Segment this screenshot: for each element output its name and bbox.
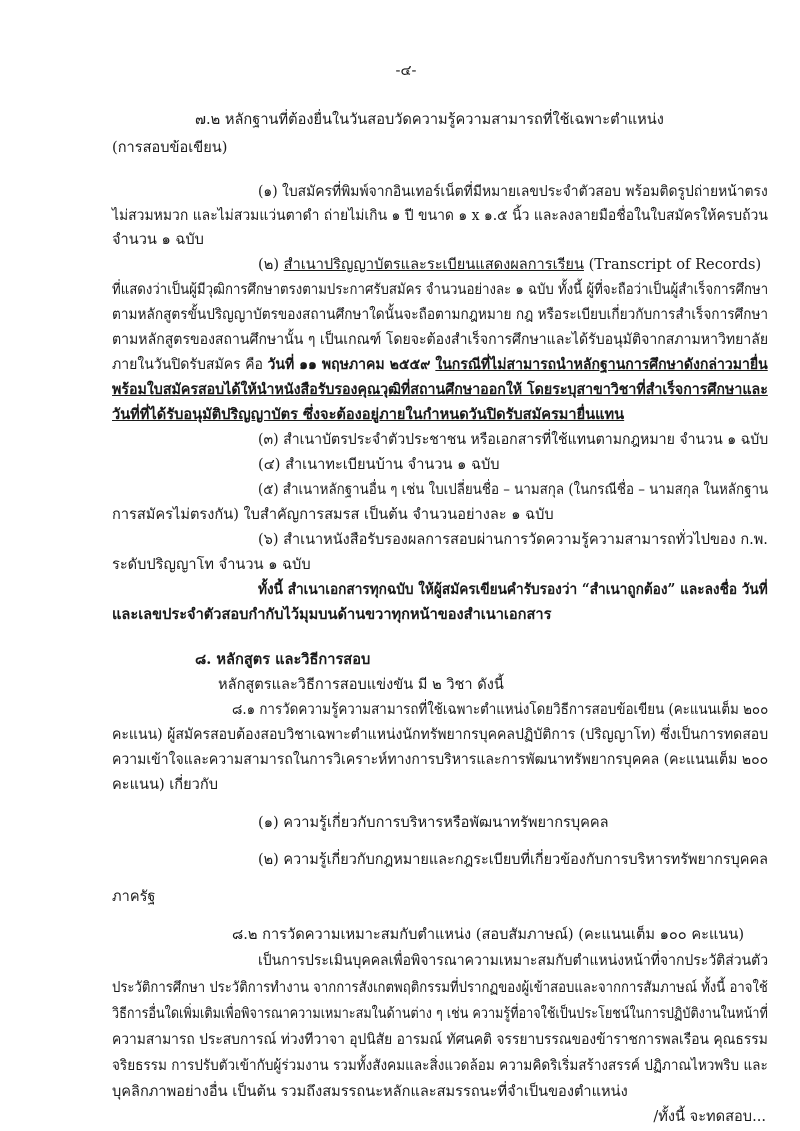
section-8-1-line-4: คะแนน) เกี่ยวกับ <box>112 776 218 793</box>
section-8-2-line-7: บุคลิกภาพอย่างอื่น เป็นต้น รวมถึงสมรรถนะหลักและสมรรถนะที่จำเป็นของตำแหน่ง <box>112 1083 628 1100</box>
item-2-line-1 <box>258 256 761 274</box>
item-2-deadline-date: วันที่ ๑๑ พฤษภาคม ๒๕๕๙ <box>267 356 436 373</box>
section-8-1-line-2: คะแนน) ผู้สมัครสอบต้องสอบวิชาเฉพาะตำแหน่งนักทรัพยากรบุคคลปฏิบัติการ (ปริญญาโท) ซึ่งเป็นการทดสอบ <box>112 726 769 743</box>
item-2-line-3: ตามหลักสูตรขั้นปริญญาบัตรของสถานศึกษาใดนั้นจะถือตามกฎหมาย กฎ หรือระเบียบเกี่ยวกับการสำเร็จการศึกษา <box>112 306 769 323</box>
section-8-2-line-3: ประวัติการศึกษา ประวัติการทำงาน จากการสังเกตพฤติกรรมที่ปรากฏของผู้เข้าสอบและจากการสัมภาษณ์ ทั้งนี้ อาจใช้ <box>112 979 768 996</box>
continuation-marker: /ทั้งนี้ จะทดสอบ... <box>653 1108 766 1125</box>
section-8-2-line-2: เป็นการประเมินบุคคลเพื่อพิจารณาความเหมาะสมกับตำแหน่งหน้าที่จากประวัติส่วนตัว <box>258 952 769 969</box>
page-number: -๔- <box>395 62 417 79</box>
item-2-line-5 <box>112 356 768 374</box>
item-2-line-2: ที่แสดงว่าเป็นผู้มีวุฒิการศึกษาตรงตามประกาศรับสมัคร จำนวนอย่างละ ๑ ฉบับ ทั้งนี้ ผู้ที่จะถือว่าเป็นผู้สำเร็จการศึกษา <box>112 281 769 298</box>
section-8-2-line-1: ๘.๒ การวัดความเหมาะสมกับตำแหน่ง (สอบสัมภาษณ์) (คะแนนเต็ม ๑๐๐ คะแนน) <box>232 926 745 943</box>
item-6-line-1: (๖) สำเนาหนังสือรับรองผลการสอบผ่านการวัดความรู้ความสามารถทั่วไปของ ก.พ. <box>258 531 768 548</box>
section-8-2-line-5: ความสามารถ ประสบการณ์ ท่วงทีวาจา อุปนิสัย อารมณ์ ทัศนคติ จรรยาบรรณของข้าราชการพลเรือน คุณธรรม <box>112 1031 768 1048</box>
section-8-2-line-4: วิธีการอื่นใดเพิ่มเติมเพื่อพิจารณาความเหมาะสมในด้านต่าง ๆ เช่น ความรู้ที่อาจใช้เป็นประโยชน์ในการปฏิบัติงานในหน้าที่ <box>112 1005 768 1022</box>
section-8-1-item-2: (๒) ความรู้เกี่ยวกับกฎหมายและกฎระเบียบที่เกี่ยวข้องกับการบริหารทรัพยากรบุคคล <box>258 851 768 868</box>
item-1-line-3: จำนวน ๑ ฉบับ <box>112 231 204 248</box>
certification-note-line-1: ทั้งนี้ สำเนาเอกสารทุกฉบับ ให้ผู้สมัครเขียนคำรับรองว่า “สำเนาถูกต้อง” และลงชื่อ วันที่ <box>258 581 768 598</box>
section-7-2-heading: ๗.๒ หลักฐานที่ต้องยื่นในวันสอบวัดความรู้ความสามารถที่ใช้เฉพาะตำแหน่ง <box>195 111 664 128</box>
section-7-2-subheading: (การสอบข้อเขียน) <box>112 139 228 156</box>
section-8-1-line-1: ๘.๑ การวัดความรู้ความสามารถที่ใช้เฉพาะตำแหน่งโดยวิธีการสอบข้อเขียน (คะแนนเต็ม ๒๐๐ <box>232 701 769 718</box>
section-8-1-item-1: (๑) ความรู้เกี่ยวกับการบริหารหรือพัฒนาทรัพยากรบุคคล <box>258 814 609 831</box>
item-2-underlined-title: สำเนาปริญญาบัตรและระเบียนแสดงผลการเรียน <box>283 256 584 273</box>
item-2-line-4: ตามหลักสูตรของสถานศึกษานั้น ๆ เป็นเกณฑ์ โดยจะต้องสำเร็จการศึกษาและได้รับอนุมัติจากสภามหาวิทยาลัย <box>112 331 769 348</box>
section-8-2-line-6: จริยธรรม การปรับตัวเข้ากับผู้ร่วมงาน รวมทั้งสังคมและสิ่งแวดล้อม ความคิดริเริ่มสร้างสรรค์ ปฏิภาณไหวพริบ และ <box>112 1057 768 1074</box>
item-2-deadline-prefix: ภายในวันปิดรับสมัคร คือ <box>112 356 268 373</box>
item-2-line-7: วันที่ที่ได้รับอนุมัติปริญญาบัตร ซึ่งจะต้องอยู่ภายในกำหนดวันปิดรับสมัครมายื่นแทน <box>112 406 625 423</box>
item-2-transcript-note: (Transcript of Records) <box>583 256 762 273</box>
item-4: (๔) สำเนาทะเบียนบ้าน จำนวน ๑ ฉบับ <box>258 456 500 473</box>
item-5-line-1: (๕) สำเนาหลักฐานอื่น ๆ เช่น ใบเปลี่ยนชื่อ – นามสกุล (ในกรณีชื่อ – นามสกุล ในหลักฐาน <box>258 481 769 498</box>
item-2-exception-start: ในกรณีที่ไม่สามารถนำหลักฐานการศึกษาดังกล่าวมายื่น <box>435 356 768 373</box>
item-6-line-2: ระดับปริญญาโท จำนวน ๑ ฉบับ <box>112 556 311 573</box>
item-1-line-2: ไม่สวมหมวก และไม่สวมแว่นตาดำ ถ่ายไม่เกิน ๑ ปี ขนาด ๑ x ๑.๕ นิ้ว และลงลายมือชื่อในใบสมัครให้ครบถ้วน <box>112 207 768 224</box>
section-8-1-item-2-continuation: ภาครัฐ <box>112 888 156 905</box>
section-8-1-line-3: ความเข้าใจและความสามารถในการวิเคราะห์ทางการบริหารและการพัฒนาทรัพยากรบุคคล (คะแนนเต็ม ๒๐๐ <box>112 751 769 768</box>
item-2-line-6: พร้อมใบสมัครสอบได้ให้นำหนังสือรับรองคุณวุฒิที่สถานศึกษาออกให้ โดยระบุสาขาวิชาที่สำเร็จการศึกษาและ <box>112 381 768 398</box>
certification-note-line-2: และเลขประจำตัวสอบกำกับไว้มุมบนด้านขวาทุกหน้าของสำเนาเอกสาร <box>112 606 552 623</box>
section-8-heading: ๘. หลักสูตร และวิธีการสอบ <box>195 651 371 668</box>
item-1-line-1: (๑) ใบสมัครที่พิมพ์จากอินเทอร์เน็ตที่มีหมายเลขประจำตัวสอบ พร้อมติดรูปถ่ายหน้าตรง <box>258 183 768 200</box>
item-3: (๓) สำเนาบัตรประจำตัวประชาชน หรือเอกสารที่ใช้แทนตามกฎหมาย จำนวน ๑ ฉบับ <box>258 431 769 448</box>
item-5-line-2: การสมัครไม่ตรงกัน) ใบสำคัญการสมรส เป็นต้น จำนวนอย่างละ ๑ ฉบับ <box>112 506 554 523</box>
section-8-intro: หลักสูตรและวิธีการสอบแข่งขัน มี ๒ วิชา ดังนี้ <box>218 676 504 693</box>
item-2-number: (๒) <box>258 256 284 273</box>
